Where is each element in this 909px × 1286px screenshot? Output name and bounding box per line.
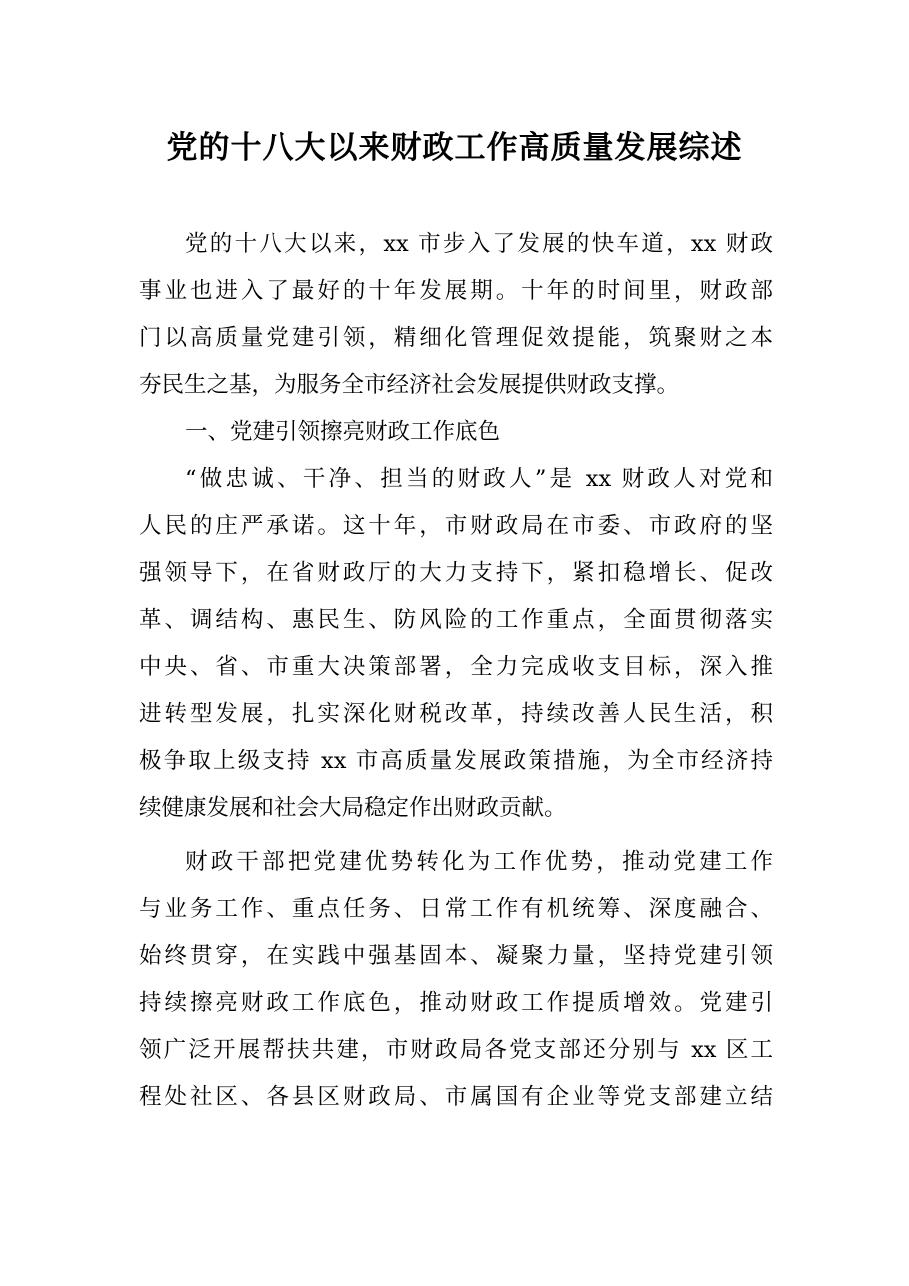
section-heading-1 (139, 409, 773, 456)
paragraph-line: 始终贯穿，在实践中强基固本、凝聚力量，坚持党建引领 (139, 943, 773, 969)
paragraph-line: “做忠诚、干净、担当的财政人”是 xx 财政人对党和 (185, 466, 773, 492)
section-heading: 一、党建引领擦亮财政工作底色 (185, 419, 501, 445)
paragraph-line: 与业务工作、重点任务、日常工作有机统筹、深度融合、 (139, 896, 773, 922)
paragraph-line: 续健康发展和社会大局稳定作出财政贡献。 (139, 795, 567, 821)
paragraph-gap (139, 832, 773, 839)
paragraph-line: 夯民生之基，为服务全市经济社会发展提供财政支撑。 (139, 372, 680, 398)
paragraph-line: 中央、省、市重大决策部署，全力完成收支目标，深入推 (139, 654, 773, 680)
paragraph-line: 人民的庄严承诺。这十年，市财政局在市委、市政府的坚 (139, 513, 773, 539)
paragraph-line: 革、调结构、惠民生、防风险的工作重点，全面贯彻落实 (139, 607, 773, 633)
paragraph-line: 极争取上级支持 xx 市高质量发展政策措施，为全市经济持 (139, 748, 773, 774)
paragraph-1 (139, 221, 773, 409)
paragraph-2 (139, 456, 773, 832)
paragraph-line: 党的十八大以来，xx 市步入了发展的快车道，xx 财政 (185, 231, 773, 257)
paragraph-line: 门以高质量党建引领，精细化管理促效提能，筑聚财之本 (139, 325, 773, 351)
paragraph-line: 强领导下，在省财政厅的大力支持下，紧扣稳增长、促改 (139, 560, 773, 586)
paragraph-line: 持续擦亮财政工作底色，推动财政工作提质增效。党建引 (139, 990, 773, 1016)
paragraph-line: 程处社区、各县区财政局、市属国有企业等党支部建立结 (139, 1084, 773, 1110)
paragraph-line: 进转型发展，扎实深化财税改革，持续改善人民生活，积 (139, 701, 773, 727)
paragraph-line: 事业也进入了最好的十年发展期。十年的时间里，财政部 (139, 278, 773, 304)
paragraph-3 (139, 839, 773, 1121)
document-body (139, 221, 773, 1121)
paragraph-line: 财政干部把党建优势转化为工作优势，推动党建工作 (185, 849, 773, 875)
document-title: 党的十八大以来财政工作高质量发展综述 (166, 130, 743, 166)
paragraph-line: 领广泛开展帮扶共建，市财政局各党支部还分别与 xx 区工 (139, 1037, 773, 1063)
